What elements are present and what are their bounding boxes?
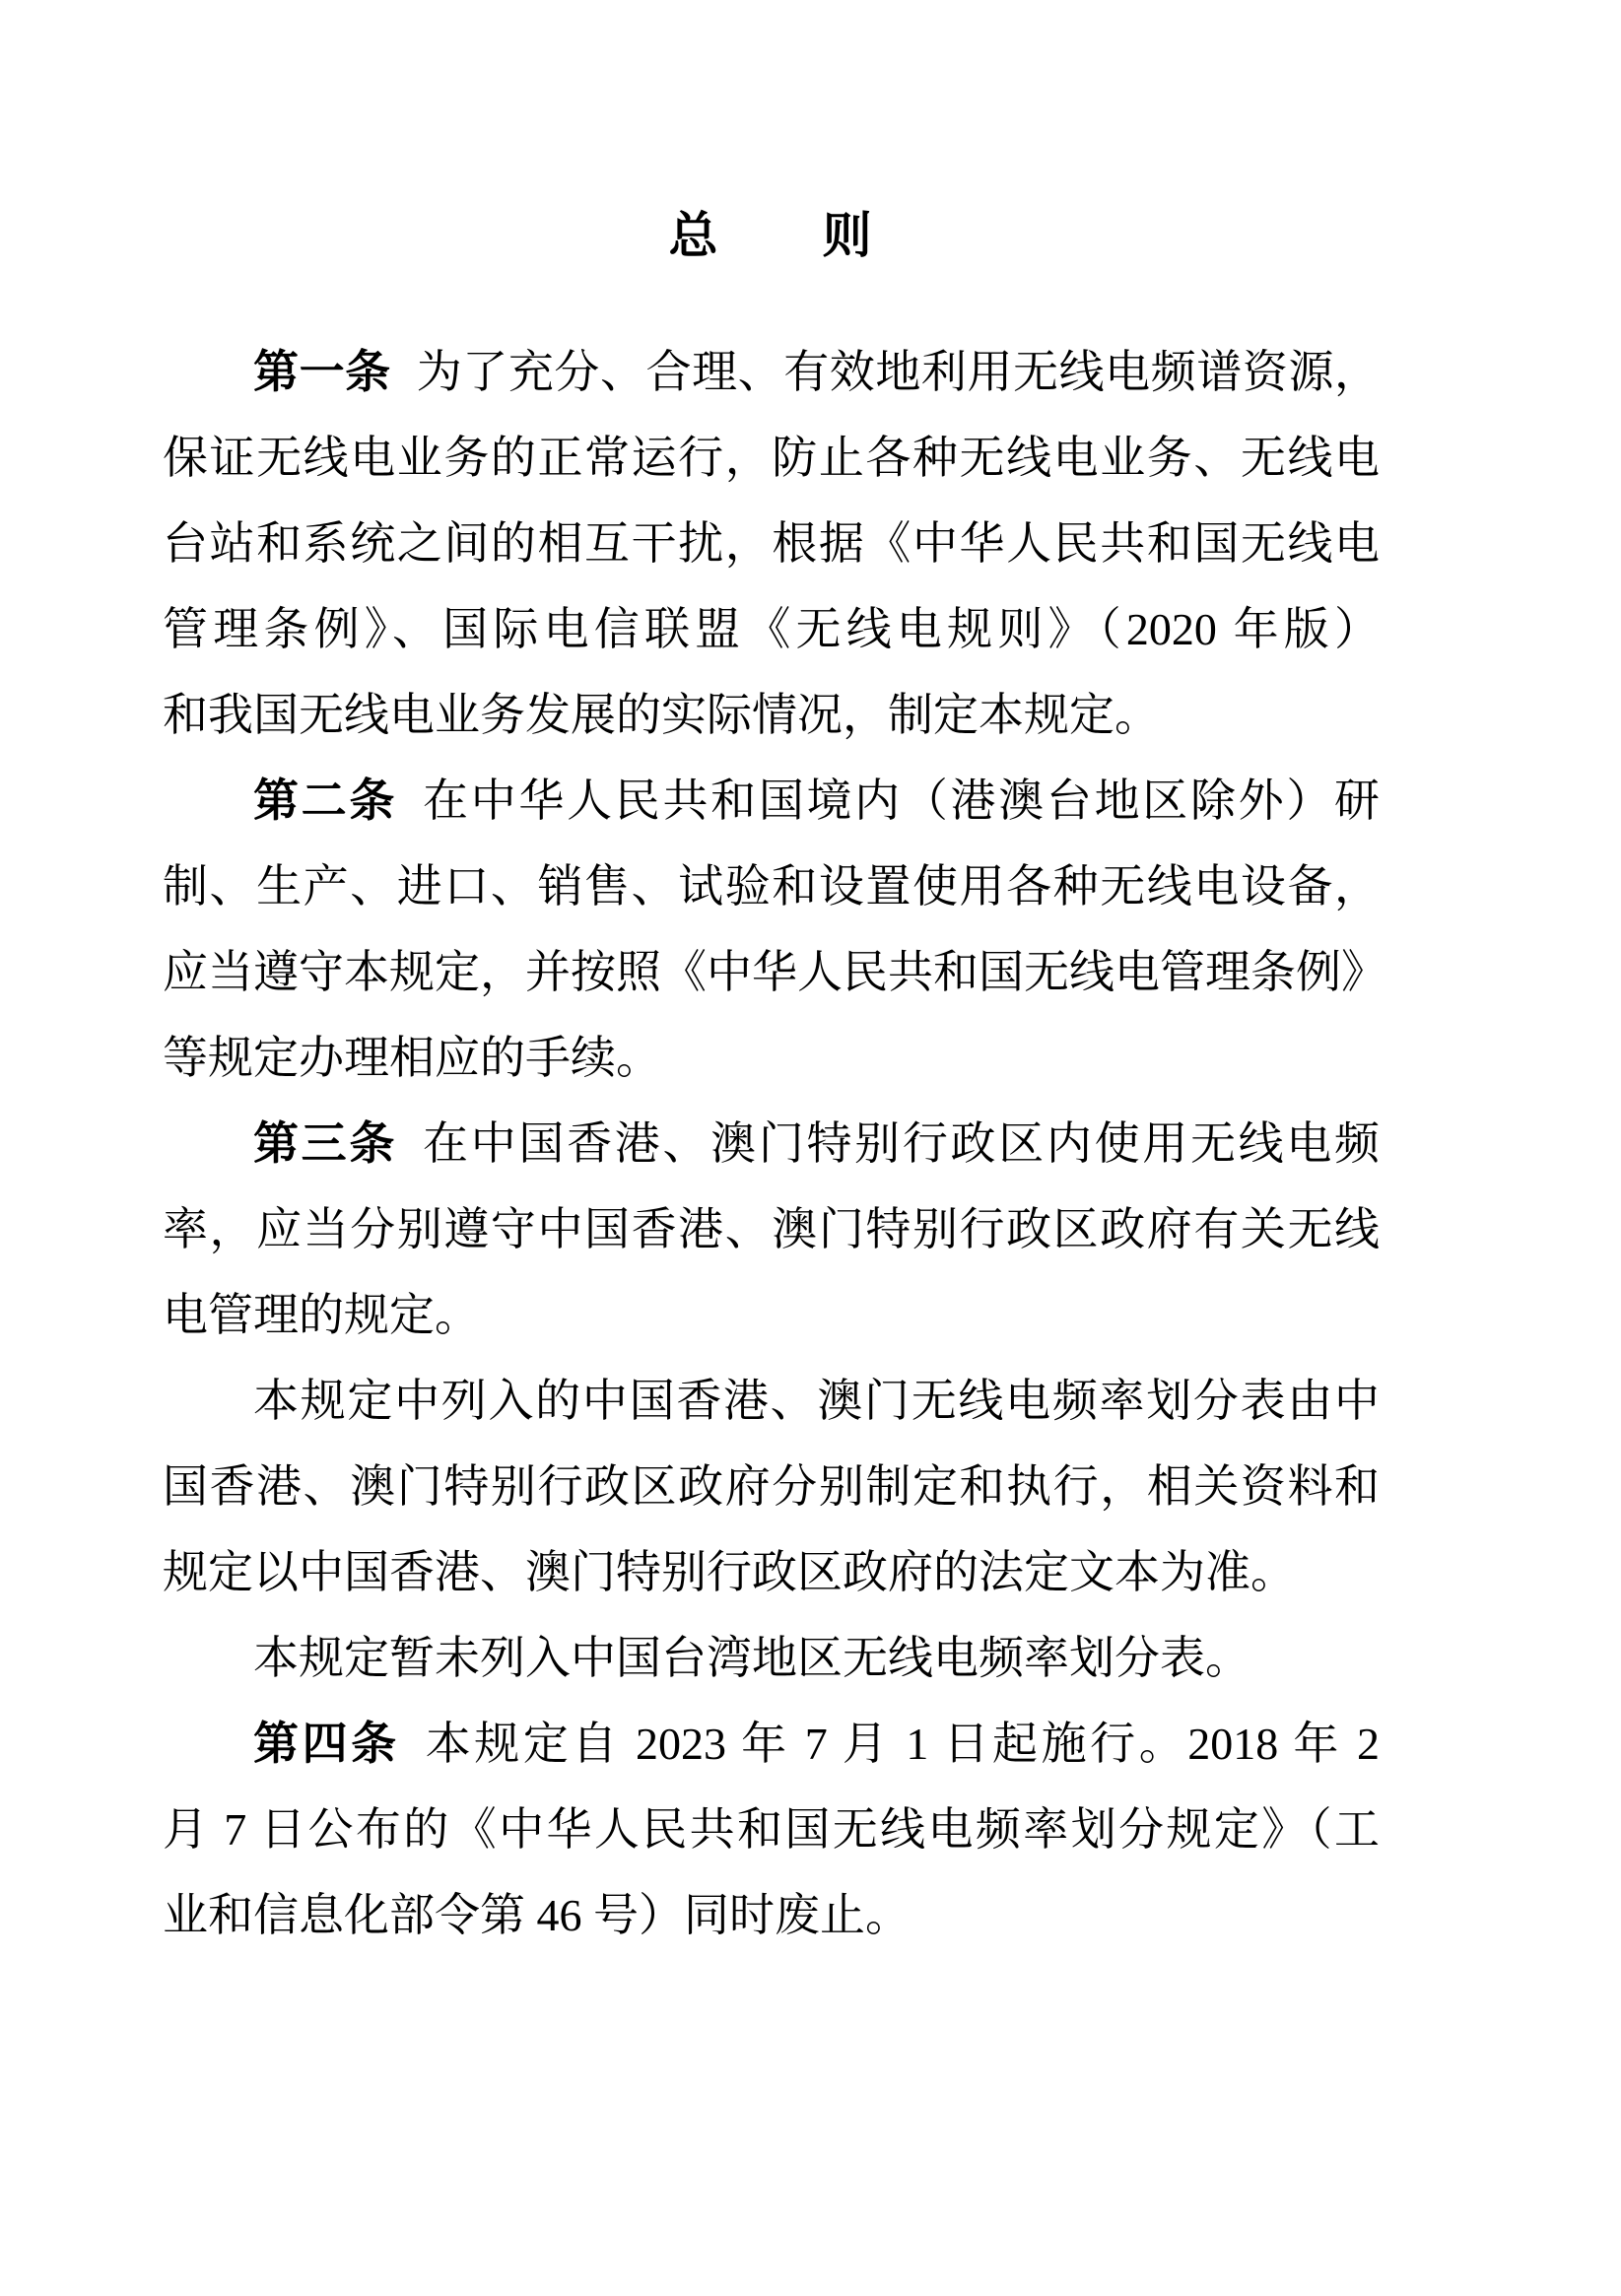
doc-line — [163, 415, 1380, 501]
line-text: 在中国香港、澳门特别行政区内使用无线电频 — [423, 1118, 1381, 1169]
doc-line-article-4 — [163, 1701, 1380, 1787]
doc-line — [163, 1015, 1380, 1101]
line-text: 台站和系统之间的相互干扰，根据《中华人民共和国无线电 — [163, 518, 1380, 569]
line-text: 在中华人民共和国境内（港澳台地区除外）研 — [423, 776, 1381, 826]
line-text: 制、生产、进口、销售、试验和设置使用各种无线电设备， — [163, 861, 1380, 912]
article-1-label: 第一条 — [253, 346, 391, 397]
line-text: 月 7 日公布的《中华人民共和国无线电频率划分规定》（工 — [163, 1804, 1380, 1855]
line-text: 本规定中列入的中国香港、澳门无线电频率划分表由中 — [253, 1376, 1380, 1426]
line-text: 本规定暂未列入中国台湾地区无线电频率划分表。 — [253, 1633, 1250, 1683]
doc-line — [163, 586, 1380, 672]
line-text: 和我国无线电业务发展的实际情况，制定本规定。 — [163, 690, 1160, 740]
line-text: 为了充分、合理、有效地利用无线电频谱资源， — [416, 347, 1381, 397]
line-text: 国香港、澳门特别行政区政府分别制定和执行，相关资料和 — [163, 1461, 1380, 1512]
line-text: 业和信息化部令第 46 号）同时废止。 — [163, 1890, 911, 1940]
doc-line-article-2 — [163, 758, 1380, 844]
doc-line — [163, 1872, 1380, 1958]
doc-line — [163, 1272, 1380, 1358]
doc-line-paragraph — [163, 1358, 1380, 1444]
doc-line — [163, 1529, 1380, 1615]
doc-line — [163, 929, 1386, 1015]
doc-line — [163, 844, 1380, 929]
line-text: 电管理的规定。 — [163, 1290, 480, 1340]
line-text: 本规定自 2023 年 7 月 1 日起施行。2018 年 2 — [425, 1719, 1381, 1769]
article-2-label: 第二条 — [253, 775, 398, 826]
article-3-label: 第三条 — [253, 1117, 398, 1169]
doc-line-article-3 — [163, 1101, 1380, 1186]
line-text: 管理条例》、国际电信联盟《无线电规则》（2020 年版） — [163, 604, 1380, 654]
document-body — [163, 329, 1386, 1958]
line-text: 应当遵守本规定，并按照《中华人民共和国无线电管理条例》 — [163, 947, 1386, 997]
doc-line — [163, 1787, 1380, 1872]
line-text: 规定以中国香港、澳门特别行政区政府的法定文本为准。 — [163, 1547, 1296, 1597]
line-text: 等规定办理相应的手续。 — [163, 1033, 661, 1083]
doc-line-paragraph — [163, 1615, 1380, 1701]
doc-line — [163, 501, 1380, 586]
doc-line — [163, 672, 1380, 758]
line-text: 率，应当分别遵守中国香港、澳门特别行政区政府有关无线 — [163, 1204, 1380, 1254]
doc-line — [163, 1444, 1380, 1529]
page-title: 总 则 — [668, 208, 874, 263]
line-text: 保证无线电业务的正常运行，防止各种无线电业务、无线电 — [163, 433, 1380, 483]
doc-line-article-1 — [163, 329, 1380, 415]
doc-line — [163, 1186, 1380, 1272]
article-4-label: 第四条 — [253, 1718, 400, 1769]
